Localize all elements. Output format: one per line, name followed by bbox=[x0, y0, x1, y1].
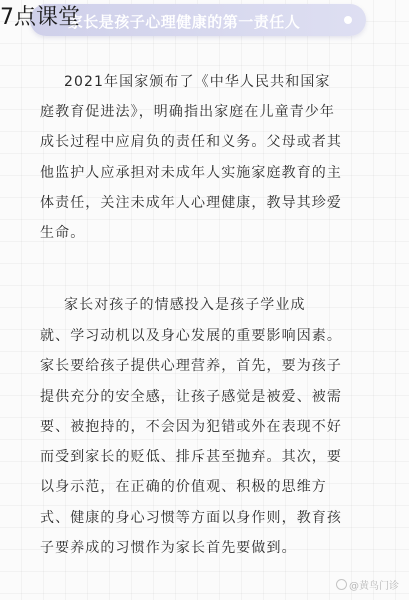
paragraph-1-line: 成长过程中应肩负的责任和义务。父母或者其 bbox=[40, 134, 342, 150]
paragraph-2-line: 家长对孩子的情感投入是孩子学业成 bbox=[64, 297, 306, 313]
watermark-logo-icon bbox=[336, 579, 347, 590]
paragraph-2-line: 家长要给孩子提供心理营养，首先，要为孩子 bbox=[40, 358, 342, 374]
paragraph-2-line: 就、学习动机以及身心发展的重要影响因素。 bbox=[40, 328, 342, 344]
watermark-text: @黄鸟门诊 bbox=[349, 581, 399, 592]
paragraph-2-line: 式、健康的身心习惯等方面以身作则，教育孩 bbox=[40, 510, 342, 526]
watermark bbox=[336, 577, 399, 592]
paragraph-1-line: 生命。 bbox=[40, 225, 86, 241]
paragraph-2-line: 要、被抱持的，不会因为犯错或外在表现不好 bbox=[40, 419, 342, 435]
paragraph-1-line: 2021年国家颁布了《中华人民共和国家 bbox=[64, 74, 331, 90]
overlay-caption: 7点课堂 bbox=[0, 5, 80, 30]
paragraph-2-line: 而受到家长的贬低、排斥甚至抛弃。其次，要 bbox=[40, 449, 342, 465]
paragraph-2-line: 提供充分的安全感，让孩子感觉是被爱、被需 bbox=[40, 389, 342, 405]
paragraph-1-line: 体责任，关注未成年人心理健康，教导其珍爱 bbox=[40, 195, 342, 211]
paragraph-1-line: 庭教育促进法》，明确指出家庭在儿童青少年 bbox=[40, 104, 335, 120]
paragraph-2-line: 以身示范，在正确的价值观、积极的思维方 bbox=[40, 479, 327, 495]
section-header-banner bbox=[30, 4, 366, 36]
header-dot-icon bbox=[344, 16, 352, 24]
paragraph-1-line: 他监护人应承担对未成年人实施家庭教育的主 bbox=[40, 165, 342, 181]
paragraph-2-line: 子要养成的习惯作为家长首先要做到。 bbox=[40, 540, 297, 556]
section-header-title: 家长是孩子心理健康的第一责任人 bbox=[67, 13, 301, 31]
